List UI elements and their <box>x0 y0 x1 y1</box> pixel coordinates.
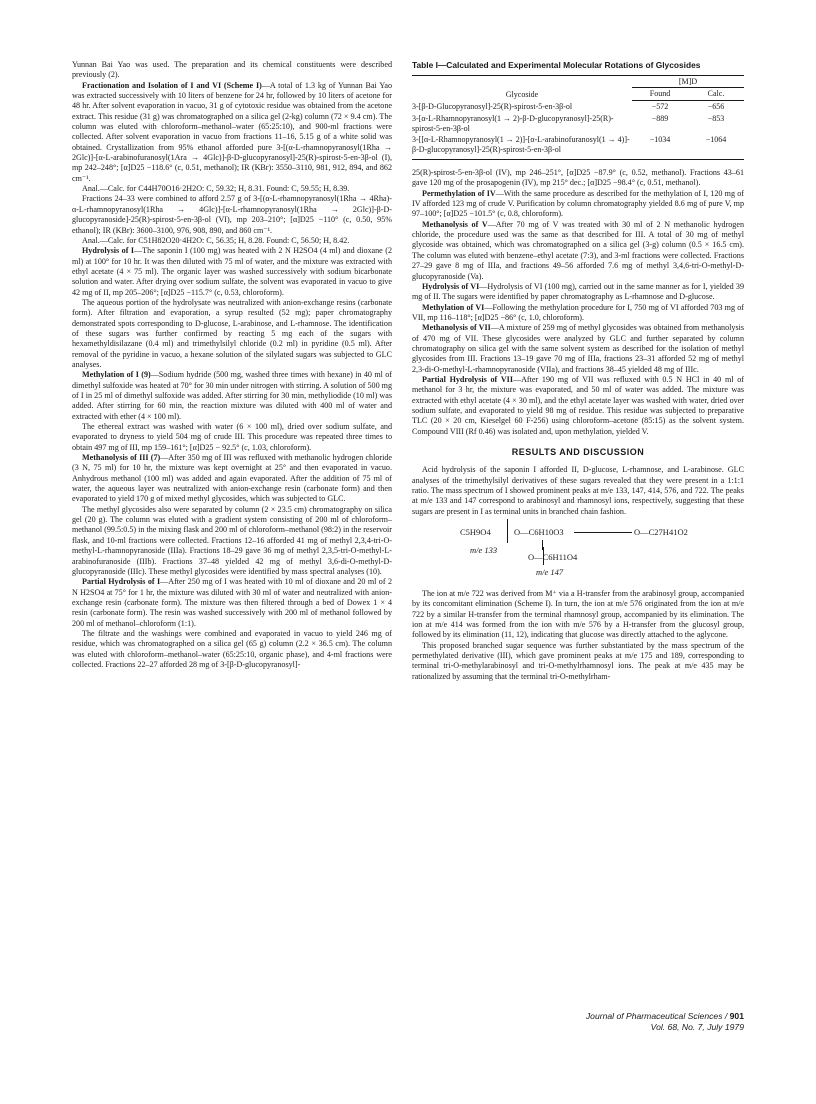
scheme-branch: O—C6H11O4 <box>528 552 578 563</box>
paragraph <box>412 589 744 641</box>
right-paragraphs-discussion <box>412 589 744 682</box>
paragraph <box>412 641 744 682</box>
paragraph <box>72 629 392 670</box>
paragraph-text: Fractions 24–33 were combined to afford 2.57 g of 3-[(α-L-rhamnopyranosyl(1Rha → 4Rha)-α-L-rhamnopyranosyl(1Rha → 4Glc)]-[α-L-rhamnopyranosyl(1Rha → 2Glc)]-β-D-glucopyranoside]-25(R)-spirost-5-en-3β-ol (VI), mp 203–210°; [α]D25 −110° (c, 0.50, 95% ethanol); IR (KBr): 3600–3100, 976, 908, 890, and 860 cm⁻¹. <box>72 194 392 235</box>
scheme-core: O—C6H10O3 <box>514 527 564 538</box>
volume-line: Vol. 68, No. 7, July 1979 <box>650 1022 744 1032</box>
run-in-heading: Hydrolysis of I <box>82 246 135 256</box>
paragraph-text: —A total of 1.3 kg of Yunnan Bai Yao was extracted successively with 10 liters of benzene for 24 hr, followed by 10 liters of acetone for 48 hr. After solvent evaporation in vacuo, 31 g of cytotoxic residue was obtained from the acetone extract. This residue (31 g) was chromatographed on a silica gel (2-kg) column (72 × 9.4 cm). The column was eluted with chloroform–methanol–water (65:25:10), and 900-ml fractions were collected. After solvent evaporation in vacuo from fractions 11–16, 5.15 g of a white solid was obtained. Crystallization from 95% ethanol afforded pure 3-[(α-L-rhamnopyranosyl(1Rha → 2Glc)]-[α-L-arabinofuranosyl(1Ara → 4Glc)]-β-D-glucopyranosyl]-25(R)-spirost-5-en-3β-ol (I), mp 242–248°; [α]D25 −118.6° (c, 0.51, methanol); IR (KBr): 3550–3110, 981, 912, 894, and 862 cm⁻¹. <box>72 80 392 183</box>
scheme-bond <box>574 532 632 533</box>
paragraph-text: —Hydrolysis of VI (100 mg), carried out in the same manner as for I, yielded 39 mg of II. The sugars were identified by paper chromatography as L-rhamnose and D-glucose. <box>412 281 744 302</box>
scheme-link: O—C27H41O2 <box>634 527 688 538</box>
scheme-cleavage-line-2 <box>543 547 544 565</box>
rotation-table <box>412 75 744 161</box>
run-in-heading: Partial Hydrolysis of VII <box>422 374 513 384</box>
scheme-left-group: C5H9O4 <box>460 527 491 538</box>
paragraph-text: —After 250 mg of I was heated with 10 ml of dioxane and 20 ml of 2 N H2SO4 at 75° for 1 hr, the mixture was diluted with 30 ml of water and neutralized with anion-exchange resin (carbonate form). The mixture was then filtered through a bed of Dowex 1 × 4 resin (carbonate form). The resin was washed successively with 200 ml of methanol followed by 200 ml of methanol–chloroform (1:1). <box>72 577 393 628</box>
paragraph-text: —Following the methylation procedure for I, 750 mg of VI afforded 703 mg of VII, mp 116–118°; [α]D25 −86° (c, 1.0, chloroform). <box>412 302 744 322</box>
paragraph-text: Anal.—Calc. for C44H70O16·2H2O: C, 59.32; H, 8.31. Found: C, 59.55; H, 8.39. <box>82 184 350 194</box>
cell-found: −1034 <box>632 134 688 159</box>
paragraph-text: The ethereal extract was washed with water (6 × 100 ml), dried over sodium sulfate, and evaporated to dryness to yield 504 mg of crude III. This procedure was repeated three times to obtain 497 mg of III, mp 159–161°; [α]D25 − 92.5° (c, 1.03, chloroform). <box>72 422 392 452</box>
paragraph-text: The ion at m/e 722 was derived from M⁺ via a H-transfer from the arabinosyl group, accompanied by its concomitant elimination (Scheme I). In turn, the ion at m/e 576 originated from the ion at m/e 722 by a similar H-transfer from the terminal rhamnosyl group, accompanied by its elimination. The ion at m/e 414 was formed from the ion with m/e 576 by a H-transfer from the glucosyl group, followed by its elimination (11, 12), indicating that glucose was directly attached to the aglycone. <box>412 589 744 640</box>
paragraph-text: The filtrate and the washings were combined and evaporated in vacuo to yield 246 mg of residue, which was chromatographed on a silica gel (65 g) column (2.2 × 36.5 cm). The column was eluted with chloroform–methanol–water (65:25:10, organic phase), and 4-ml fractions were collected. Fractions 22–27 afforded 28 mg of 3-[β-D-glucopyranosyl]- <box>72 628 392 669</box>
left-column <box>72 60 392 670</box>
scheme-cleavage-line-1 <box>507 519 508 543</box>
paragraph <box>72 298 392 370</box>
paragraph-text: —Sodium hydride (500 mg, washed three times with hexane) in 40 ml of dimethyl sulfoxide was heated at 70° for 30 min under nitrogen with stirring. A solution of 500 mg of I in 25 ml of dimethyl sulfoxide was added. After stirring for 30 min, methyliodide (10 ml) was added. After stirring for 60 min, the reaction mixture was diluted with 400 ml of water and extracted with ether (4 × 100 ml). <box>72 370 392 421</box>
paragraph <box>72 505 392 577</box>
paragraph <box>72 246 392 298</box>
fragmentation-scheme <box>412 521 744 583</box>
section-title: RESULTS AND DISCUSSION <box>511 447 645 458</box>
cell-calc: −853 <box>707 113 725 123</box>
table-title: Table I—Calculated and Experimental Molecular Rotations of Glycosides <box>412 60 701 70</box>
run-in-heading: Methanolysis of VII <box>422 323 491 333</box>
table-row <box>412 113 744 135</box>
paragraph <box>72 60 392 81</box>
scheme-m147: m/e 147 <box>536 567 564 578</box>
cell-glycoside: 3-[[α-L-Rhamnopyranosyl(1 → 2)]-[α-L-arabinofuranosyl(1 → 4)]-β-D-glucopyranosyl]-25(R)-spirost-5-en-3β-ol <box>412 134 632 159</box>
paragraph-text: 25(R)-spirost-5-en-3β-ol (IV), mp 246–251°, [α]D25 −87.9° (c, 0.52, methanol). Fractions 43–61 gave 120 mg of the prosapogenin (IV), mp 215° dec.; [α]D25 −98.4° (c, 0.51, methanol). <box>412 168 744 188</box>
paragraph-text: —After 190 mg of VII was refluxed with 0.5 N HCl in 40 ml of methanol for 3 hr, the mixture was evaporated, and 50 ml of water was added. The mixture was extracted with ethyl acetate (4 × 30 ml), and the ethyl acetate layer was washed with water, dried over sodium sulfate, and evaporated to yield 98 mg of residue. This residue was subjected to preparative TLC (20 × 20 cm, Kieselgel 60 F-256) using chloroform–acetone (85:15) as the solvent system. Compound VIII (Rf 0.46) was isolated and, upon methylation, yielded V. <box>412 374 744 436</box>
scheme-m133: m/e 133 <box>470 545 498 556</box>
run-in-heading: Hydrolysis of VI <box>422 281 480 291</box>
paragraph <box>412 220 744 282</box>
run-in-heading: Methylation of I (9) <box>82 370 151 380</box>
paragraph-text: —After 70 mg of V was treated with 30 ml of 2 N methanolic hydrogen chloride, the procedure used was the same as that described for III. A total of 30 mg of methyl glycoside was obtained, which was chromatographed on a silica gel (3-g) column (0.5 × 16.5 cm). The column was eluted with benzene–ethyl acetate (7:3), and 3-ml fractions were collected. Fractions 27–29 gave 8 mg of IIIa, and fractions 49–56 afforded 7.6 mg of methyl 3,4,6-tri-O-methyl-D-glucopyranoside (Va). <box>412 219 744 281</box>
run-in-heading: Methylation of VI <box>422 302 485 312</box>
cell-calc: −656 <box>707 102 725 112</box>
run-in-heading: Permethylation of IV <box>422 188 496 198</box>
paragraph-text: Acid hydrolysis of the saponin I afforded II, D-glucose, L-rhamnose, and L-arabinose. GLC analyses of the trimethylsilyl derivatives of these sugars revealed that they were present in a 1:1:1 ratio. The mass spectrum of I showed prominent peaks at m/e 133, 147, 414, 576, and 722. The peaks at m/e 133 and 147 correspond to arabinosyl and rhamnosyl ions, respectively, suggesting that these sugars are present in I as terminal units in branched chain fashion. <box>412 465 744 516</box>
right-column <box>412 60 744 682</box>
paragraph <box>72 194 392 235</box>
paragraph <box>412 323 744 375</box>
run-in-heading: Partial Hydrolysis of I <box>82 577 161 587</box>
paragraph-text: —The saponin I (100 mg) was heated with 2 N H2SO4 (4 ml) and dioxane (2 ml) at 100° for 10 hr. It was then diluted with 75 ml of water, and the mixture was extracted with ethyl acetate (4 × 75 ml). The organic layer was washed successively with sodium bicarbonate solution and water. After drying over sodium sulfate, the solvent was evaporated in vacuo to give 42 mg of II, mp 205–206°; [α]D25 −115.7° (c, 0.53, chloroform). <box>72 246 392 297</box>
right-paragraphs-results <box>412 465 744 517</box>
paragraph <box>72 184 392 194</box>
table-row <box>412 101 744 113</box>
paragraph <box>72 81 392 184</box>
col-header-calc: Calc. <box>688 88 744 101</box>
paragraph <box>412 375 744 437</box>
cell-found: −889 <box>651 113 669 123</box>
paragraph-text: —A mixture of 259 mg of methyl glycosides was obtained from methanolysis of 470 mg of VII. These glycosides were analyzed by GLC and further separated by column chromatography on silica gel with the same solvent system as described for the isolation of methyl glycosides from III. Fractions 13–19 gave 70 mg of IIIa, fractions 23–31 afforded 52 mg of methyl 2,3-di-O-methyl-L-rhamnopyranoside (VIIa), and fractions 38–45 yielded 48 mg of IIIc. <box>412 323 744 374</box>
paragraph-text: Anal.—Calc. for C51H82O20·4H2O: C, 56.35; H, 8.28. Found: C, 56.50; H, 8.42. <box>82 235 350 245</box>
paragraph <box>412 465 744 517</box>
journal-line <box>586 1011 744 1022</box>
table-row <box>412 134 744 159</box>
paragraph <box>412 189 744 220</box>
paragraph-text: —After 350 mg of III was refluxed with methanolic hydrogen chloride (3 N, 75 ml) for 10 hr, the mixture was kept overnight at 25° and then evaporated in vacuo. Anhydrous methanol (100 ml) was added and again evaporated. After the addition of 75 ml of water, the aqueous layer was neutralized with anion-exchange resin (carbonate form) and then evaporated to yield 170 g of mixed methyl glycosides, which was subjected to GLC. <box>72 453 392 504</box>
run-in-heading: Methanolysis of III (7) <box>82 453 161 463</box>
paragraph <box>412 303 744 324</box>
cell-glycoside: 3-[α-L-Rhamnopyranosyl(1 → 2)-β-D-glucopyranosyl]-25(R)-spirost-5-en-3β-ol <box>412 113 614 133</box>
cell-glycoside: 3-[β-D-Glucopyranosyl]-25(R)-spirost-5-en-3β-ol <box>412 101 573 111</box>
col-header-glycoside: Glycoside <box>412 75 632 101</box>
paragraph <box>72 453 392 505</box>
page-footer <box>586 1011 744 1033</box>
paragraph-text: —With the same procedure as described for the methylation of I, 120 mg of IV afforded 123 mg of crude V. Purification by column chromatography yielded 8.6 mg of pure V, mp 97–100°; [α]D25 −101.5° (c, 0.8, chloroform). <box>412 188 744 219</box>
paragraph <box>72 236 392 246</box>
paragraph <box>72 422 392 453</box>
cell-calc: −1064 <box>688 134 744 159</box>
journal-name: Journal of Pharmaceutical Sciences / <box>585 1011 730 1021</box>
paragraph-text: The methyl glycosides also were separated by column (2 × 23.5 cm) chromatography on silica gel (20 g). The column was eluted with a gradient system consisting of 200 ml of chloroform–methanol (99.5:0.5) in the mixing flask and 200 ml of chloroform–methanol (98:2) in the reservoir flask, and 10-ml fractions were collected. Fractions 12–16 afforded 41 mg of methyl 2,3,4-tri-O-methyl-L-rhamnopyranoside (IIIa). Fractions 18–29 gave 36 mg of methyl 2,3,5-tri-O-methyl-L-arabinofuranoside (IIIb). Fractions 37–48 yielded 42 mg of methyl 3,6-di-O-methyl-D-glucopyranoside (IIIc). These methyl glycosides were identified by mass spectral analyses (10). <box>72 504 392 576</box>
paragraph <box>412 168 744 189</box>
paragraph-text: Yunnan Bai Yao was used. The preparation and its chemical constituents were described previously (2). <box>72 60 392 80</box>
paragraph <box>72 370 392 422</box>
run-in-heading: Fractionation and Isolation of I and VI (Scheme I) <box>82 80 262 90</box>
paragraph-text: This proposed branched sugar sequence was further substantiated by the mass spectrum of the permethylated derivative (III), which gave prominent peaks at m/e 175 and 189, corresponding to terminal tri-O-methylarabinosyl and tri-O-methylrhamnosyl ions. The peak at m/e 435 may be rationalized by assuming that the terminal tri-O-methylrham- <box>412 640 744 681</box>
paragraph <box>72 577 392 629</box>
paragraph-text: The aqueous portion of the hydrolysate was neutralized with anion-exchange resins (carbonate form). After filtration and evaporation, a syrup resulted (52 mg); paper chromatography demonstrated spots corresponding to D-glucose, L-arabinose, and L-rhamnose. The identification of these sugars was further confirmed by reacting 5 mg each of the sugars with hexamethyldisilazane (0.4 ml) and trimethylsilyl chloride (0.2 ml) in pyridine (0.5 ml). After removal of the pyridine in vacuo, a hexane solution of the silylated sugars was subjected to GLC analyses. <box>72 297 392 369</box>
right-paragraphs-methods <box>412 168 744 437</box>
paragraph <box>412 282 744 303</box>
cell-found: −572 <box>651 102 669 112</box>
col-header-md: [M]D <box>632 75 744 88</box>
page-number: 901 <box>729 1011 744 1021</box>
run-in-heading: Methanolysis of V <box>422 219 488 229</box>
col-header-found: Found <box>632 88 688 101</box>
